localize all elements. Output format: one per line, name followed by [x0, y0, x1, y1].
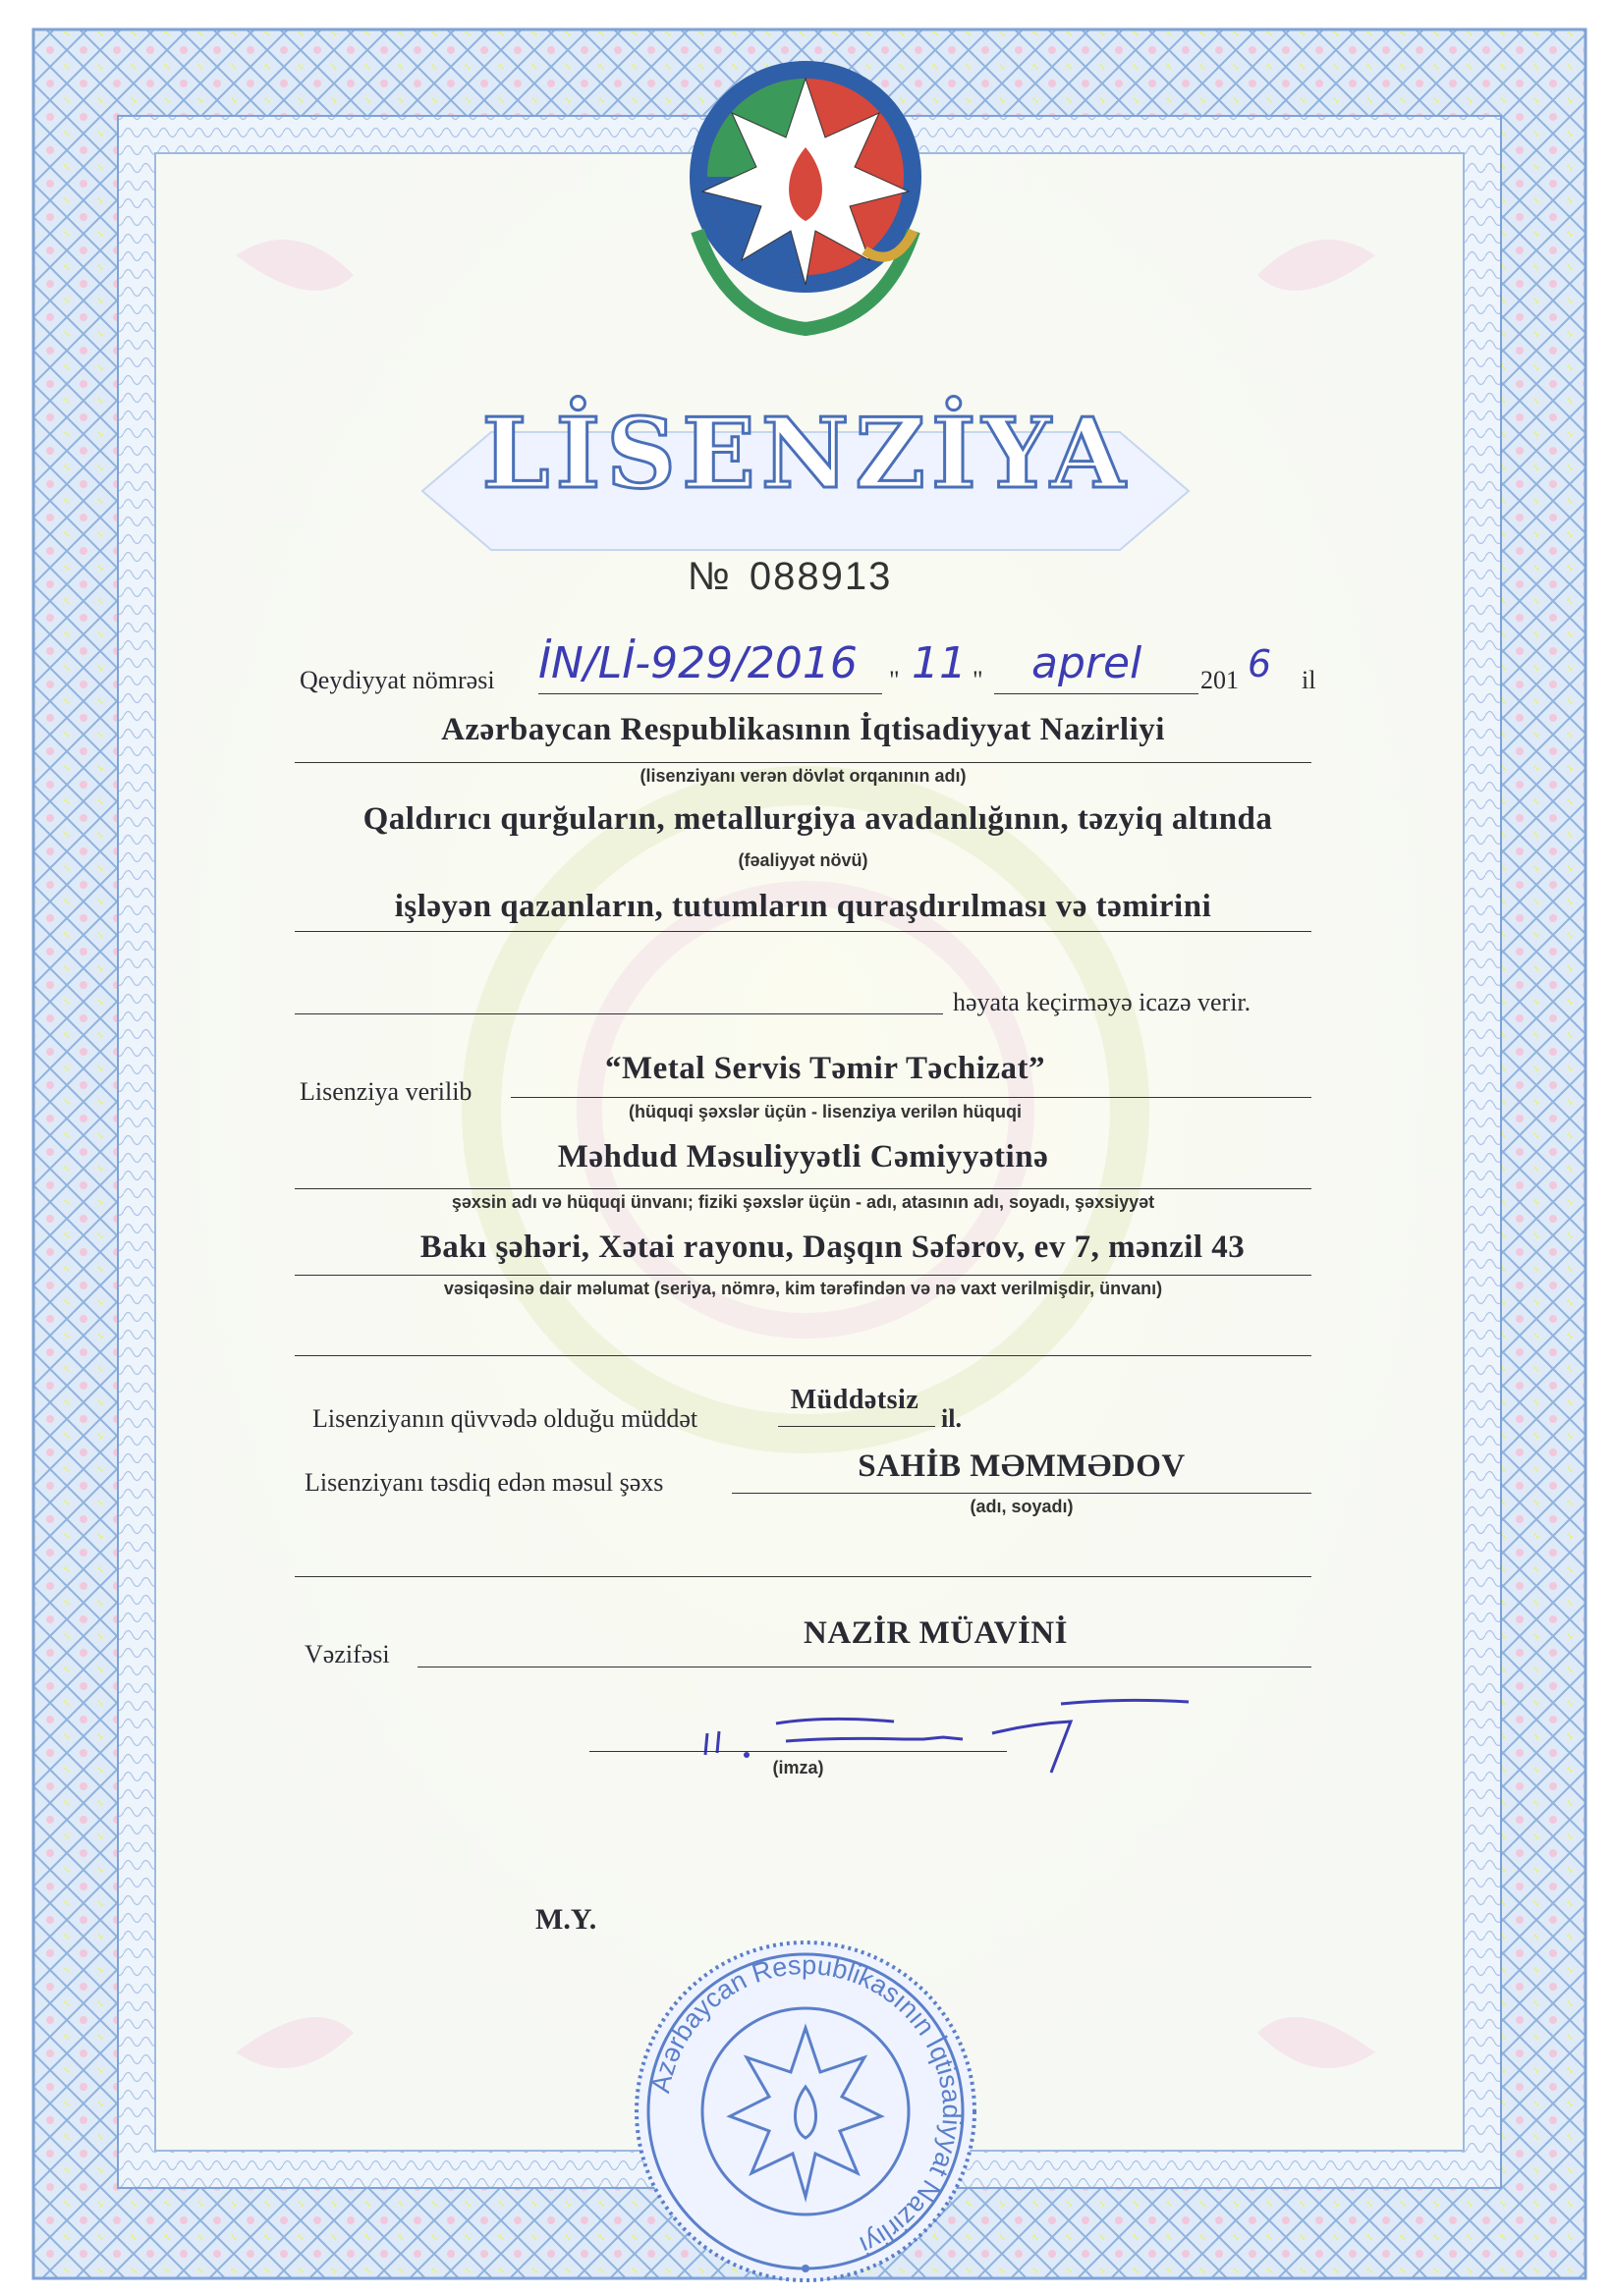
activity-extra-line	[295, 1013, 943, 1014]
licensee-caption-3: vəsiqəsinə dair məlumat (seriya, nömrə, kim tərəfindən və nə vaxt verilmişdir, ünvanı)	[443, 1279, 1163, 1298]
issuing-authority: Azərbaycan Respublikasının İqtisadiyyat Nazirliyi	[441, 712, 1165, 747]
license-number-value: 088913	[749, 555, 893, 598]
responsible-line	[732, 1493, 1311, 1494]
signature	[678, 1694, 1208, 1802]
issuing-authority-line	[295, 762, 1311, 763]
responsible-name: SAHİB MƏMMƏDOV	[858, 1449, 1186, 1484]
state-emblem	[668, 54, 943, 339]
validity-label: Lisenziyanın qüvvədə olduğu müddət	[312, 1404, 698, 1433]
responsible-extra-line	[295, 1576, 1311, 1577]
seal-place-label: M.Y.	[535, 1903, 597, 1936]
validity-underline	[778, 1426, 935, 1427]
stamp-ring-text: Azərbaycan Respublikasının İqtisadiyyat Nazirliyi	[645, 1949, 968, 2261]
month-underline	[994, 693, 1198, 694]
license-number	[688, 555, 892, 599]
position-value: NAZİR MÜAVİNİ	[803, 1615, 1068, 1651]
activity-line-2: işləyən qazanların, tutumların quraşdırılması və təmirini	[394, 889, 1212, 924]
year-il: il	[1302, 666, 1316, 694]
signature-line	[589, 1751, 1007, 1752]
registration-underline	[538, 693, 882, 694]
registration-month-handwritten: aprel	[1031, 638, 1142, 688]
year-prefix: 201	[1200, 666, 1239, 694]
registration-day-handwritten: 11	[912, 638, 967, 688]
signature-caption: (imza)	[772, 1758, 824, 1777]
licensee-line-1	[511, 1097, 1311, 1098]
validity-il: il.	[941, 1404, 962, 1433]
validity-value: Müddətsiz	[790, 1385, 919, 1415]
licensee-label: Lisenziya verilib	[300, 1077, 473, 1106]
number-sign: №	[688, 555, 732, 598]
licensee-extra-line	[295, 1355, 1311, 1356]
licensee-line-2	[295, 1188, 1311, 1189]
registration-number-handwritten: İN/Lİ-929/2016	[538, 638, 858, 688]
activity-line-1: Qaldırıcı qurğuların, metallurgiya avadanlığının, təzyiq altında	[362, 801, 1273, 837]
licensee-name-line-2: Məhdud Məsuliyyətli Cəmiyyətinə	[557, 1139, 1049, 1175]
year-suffix-handwritten: 6	[1248, 642, 1272, 685]
licensee-caption-2: şəxsin adı və hüquqi ünvanı; fiziki şəxslər üçün - adı, atasının adı, soyadı, şəxsiyyət	[451, 1192, 1155, 1212]
activity-caption: (fəaliyyət növü)	[738, 850, 868, 870]
responsible-label: Lisenziyanı təsdiq edən məsul şəxs	[305, 1468, 664, 1497]
registration-label: Qeydiyyat nömrəsi	[300, 666, 495, 694]
day-open-quote: "	[889, 666, 900, 694]
activity-line-2-underline	[295, 931, 1311, 932]
licensee-name-line-1: “Metal Servis Təmir Təchizat”	[605, 1051, 1045, 1086]
position-label: Vəzifəsi	[305, 1640, 390, 1668]
official-stamp	[624, 1930, 987, 2293]
document-title: LİSENZİYA	[481, 398, 1132, 511]
permission-text: həyata keçirməyə icazə verir.	[953, 988, 1251, 1016]
licensee-caption-1: (hüquqi şəxslər üçün - lisenziya verilən hüquqi	[628, 1102, 1023, 1121]
responsible-caption: (adı, soyadı)	[970, 1497, 1074, 1516]
issuing-authority-caption: (lisenziyanı verən dövlət orqanının adı)	[640, 766, 967, 786]
licensee-address: Bakı şəhəri, Xətai rayonu, Daşqın Səfərov, ev 7, mənzil 43	[419, 1230, 1246, 1265]
day-close-quote: "	[973, 666, 983, 694]
licensee-address-line	[295, 1275, 1311, 1276]
